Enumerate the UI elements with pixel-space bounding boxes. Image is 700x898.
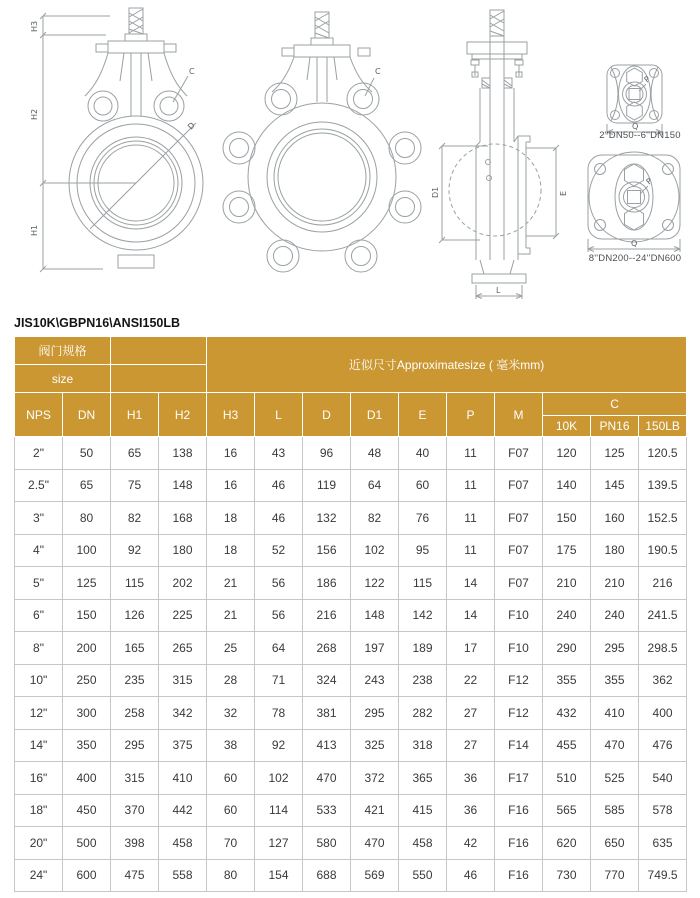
table-cell: 96 bbox=[303, 437, 351, 470]
table-cell: 350 bbox=[63, 729, 111, 762]
table-cell: 60 bbox=[207, 762, 255, 795]
table-cell: 180 bbox=[159, 534, 207, 567]
table-cell: 197 bbox=[351, 632, 399, 665]
table-cell: 11 bbox=[447, 534, 495, 567]
table-cell: 65 bbox=[111, 437, 159, 470]
table-cell: F14 bbox=[495, 729, 543, 762]
table-cell: 210 bbox=[591, 567, 639, 600]
table-cell: 620 bbox=[543, 827, 591, 860]
table-cell: F16 bbox=[495, 859, 543, 892]
table-cell: 565 bbox=[543, 794, 591, 827]
table-cell: 148 bbox=[351, 599, 399, 632]
table-cell: 82 bbox=[111, 502, 159, 535]
valve-body bbox=[69, 116, 203, 268]
table-cell: 78 bbox=[255, 697, 303, 730]
table-cell: F07 bbox=[495, 567, 543, 600]
table-cell: 458 bbox=[399, 827, 447, 860]
stem-pin bbox=[487, 176, 492, 181]
table-row bbox=[15, 567, 687, 600]
table-cell: 160 bbox=[591, 502, 639, 535]
table-cell: 17 bbox=[447, 632, 495, 665]
table-cell: 372 bbox=[351, 762, 399, 795]
table-cell: 415 bbox=[399, 794, 447, 827]
table-cell: 71 bbox=[255, 664, 303, 697]
table-cell: 50 bbox=[63, 437, 111, 470]
header-spec-en: size bbox=[15, 365, 111, 393]
body-profile bbox=[472, 88, 530, 283]
table-row bbox=[15, 729, 687, 762]
table-cell: 235 bbox=[111, 664, 159, 697]
valve-neck bbox=[85, 53, 187, 116]
table-row bbox=[15, 599, 687, 632]
pad-plate bbox=[607, 65, 662, 123]
table-cell: F16 bbox=[495, 827, 543, 860]
col-header-m: M bbox=[495, 393, 543, 437]
table-cell: 52 bbox=[255, 534, 303, 567]
table-cell: 126 bbox=[111, 599, 159, 632]
square-drive-hole bbox=[628, 191, 641, 204]
table-cell: 688 bbox=[303, 859, 351, 892]
table-cell: 240 bbox=[591, 599, 639, 632]
table-row bbox=[15, 664, 687, 697]
table-header bbox=[15, 337, 687, 437]
table-cell: 22 bbox=[447, 664, 495, 697]
top-mounting-plate bbox=[96, 41, 176, 53]
table-cell: 525 bbox=[591, 762, 639, 795]
table-cell: 375 bbox=[159, 729, 207, 762]
table-cell: 21 bbox=[207, 567, 255, 600]
table-cell: 300 bbox=[63, 697, 111, 730]
table-cell: 120 bbox=[543, 437, 591, 470]
table-cell: 24" bbox=[15, 859, 63, 892]
table-cell: 38 bbox=[207, 729, 255, 762]
table-cell: 70 bbox=[207, 827, 255, 860]
valve-stem bbox=[490, 10, 504, 260]
table-row bbox=[15, 632, 687, 665]
table-cell: 730 bbox=[543, 859, 591, 892]
table-cell: 295 bbox=[351, 697, 399, 730]
table-cell: 36 bbox=[447, 794, 495, 827]
table-cell: 432 bbox=[543, 697, 591, 730]
table-cell: 14 bbox=[447, 599, 495, 632]
table-cell: 11 bbox=[447, 437, 495, 470]
table-cell: 240 bbox=[543, 599, 591, 632]
table-cell: 398 bbox=[111, 827, 159, 860]
table-cell: 102 bbox=[351, 534, 399, 567]
table-cell: 95 bbox=[399, 534, 447, 567]
top-mounting-plate bbox=[282, 45, 370, 57]
table-cell: F07 bbox=[495, 534, 543, 567]
table-cell: 325 bbox=[351, 729, 399, 762]
table-cell: 64 bbox=[351, 469, 399, 502]
table-cell: 533 bbox=[303, 794, 351, 827]
dim-label-e: E bbox=[559, 190, 568, 196]
table-cell: 11 bbox=[447, 502, 495, 535]
table-row bbox=[15, 502, 687, 535]
table-cell: 125 bbox=[591, 437, 639, 470]
table-cell: 175 bbox=[543, 534, 591, 567]
table-cell: 476 bbox=[639, 729, 687, 762]
table-cell: 138 bbox=[159, 437, 207, 470]
table-cell: F07 bbox=[495, 469, 543, 502]
iso-pad-small-caption: 2''DN50--6''DN150 bbox=[599, 130, 681, 141]
corner-bolt-holes bbox=[595, 164, 674, 231]
col-header-h3: H3 bbox=[207, 393, 255, 437]
square-drive-hole bbox=[629, 89, 640, 100]
table-cell: 165 bbox=[111, 632, 159, 665]
table-cell: 80 bbox=[207, 859, 255, 892]
table-cell: 450 bbox=[63, 794, 111, 827]
table-cell: 189 bbox=[399, 632, 447, 665]
table-cell: 82 bbox=[351, 502, 399, 535]
table-cell: 578 bbox=[639, 794, 687, 827]
table-cell: 470 bbox=[351, 827, 399, 860]
col-header-d1: D1 bbox=[351, 393, 399, 437]
iso-pad-large-caption: 8''DN200--24''DN600 bbox=[588, 253, 682, 264]
table-cell: 216 bbox=[639, 567, 687, 600]
col-header-c-10k: 10K bbox=[543, 416, 591, 437]
center-circle-inner bbox=[624, 187, 645, 208]
table-cell: 295 bbox=[591, 632, 639, 665]
col-header-c-pn16: PN16 bbox=[591, 416, 639, 437]
table-cell: 18 bbox=[207, 502, 255, 535]
table-cell: 315 bbox=[159, 664, 207, 697]
table-cell: 458 bbox=[159, 827, 207, 860]
table-cell: 2.5" bbox=[15, 469, 63, 502]
table-cell: 115 bbox=[111, 567, 159, 600]
table-cell: 8" bbox=[15, 632, 63, 665]
table-cell: 60 bbox=[207, 794, 255, 827]
table-cell: 585 bbox=[591, 794, 639, 827]
table-row bbox=[15, 534, 687, 567]
dim-label-h2: H2 bbox=[30, 108, 39, 120]
table-cell: 11 bbox=[447, 469, 495, 502]
col-header-d: D bbox=[303, 393, 351, 437]
table-cell: 21 bbox=[207, 599, 255, 632]
table-cell: 295 bbox=[111, 729, 159, 762]
table-cell: F07 bbox=[495, 502, 543, 535]
table-cell: 10" bbox=[15, 664, 63, 697]
table-cell: 421 bbox=[351, 794, 399, 827]
hex-boss-bottom bbox=[625, 208, 644, 230]
iso-pad-large-drawing bbox=[578, 150, 690, 254]
table-cell: 365 bbox=[399, 762, 447, 795]
table-body bbox=[15, 437, 687, 892]
table-cell: 14" bbox=[15, 729, 63, 762]
table-cell: 569 bbox=[351, 859, 399, 892]
table-cell: 241.5 bbox=[639, 599, 687, 632]
table-cell: 190.5 bbox=[639, 534, 687, 567]
col-header-dn: DN bbox=[63, 393, 111, 437]
table-cell: 265 bbox=[159, 632, 207, 665]
table-cell: 76 bbox=[399, 502, 447, 535]
table-cell: 475 bbox=[111, 859, 159, 892]
table-cell: 18" bbox=[15, 794, 63, 827]
table-cell: 40 bbox=[399, 437, 447, 470]
table-cell: 298.5 bbox=[639, 632, 687, 665]
table-cell: 145 bbox=[591, 469, 639, 502]
table-cell: 148 bbox=[159, 469, 207, 502]
table-cell: 442 bbox=[159, 794, 207, 827]
table-cell: 27 bbox=[447, 729, 495, 762]
col-header-h1: H1 bbox=[111, 393, 159, 437]
dim-label-c: C bbox=[375, 67, 381, 76]
table-cell: 3" bbox=[15, 502, 63, 535]
header-approx-size: 近似尺寸Approximatesize ( 毫米mm) bbox=[207, 337, 687, 393]
header-empty-cell bbox=[111, 365, 207, 393]
table-cell: 558 bbox=[159, 859, 207, 892]
table-row bbox=[15, 469, 687, 502]
table-cell: 749.5 bbox=[639, 859, 687, 892]
table-cell: 410 bbox=[159, 762, 207, 795]
table-cell: 650 bbox=[591, 827, 639, 860]
table-cell: 6" bbox=[15, 599, 63, 632]
table-cell: 14 bbox=[447, 567, 495, 600]
table-cell: 65 bbox=[63, 469, 111, 502]
table-cell: 75 bbox=[111, 469, 159, 502]
table-cell: 550 bbox=[399, 859, 447, 892]
table-cell: 290 bbox=[543, 632, 591, 665]
table-cell: 238 bbox=[399, 664, 447, 697]
table-cell: 42 bbox=[447, 827, 495, 860]
col-header-c-150lb: 150LB bbox=[639, 416, 687, 437]
table-row bbox=[15, 762, 687, 795]
table-row bbox=[15, 794, 687, 827]
table-cell: 27 bbox=[447, 697, 495, 730]
table-cell: 139.5 bbox=[639, 469, 687, 502]
stem-packing bbox=[482, 78, 512, 88]
table-cell: 122 bbox=[351, 567, 399, 600]
table-cell: 180 bbox=[591, 534, 639, 567]
table-row bbox=[15, 437, 687, 470]
table-cell: 355 bbox=[543, 664, 591, 697]
table-cell: 600 bbox=[63, 859, 111, 892]
table-cell: 114 bbox=[255, 794, 303, 827]
table-cell: 92 bbox=[255, 729, 303, 762]
table-cell: F07 bbox=[495, 437, 543, 470]
table-cell: 202 bbox=[159, 567, 207, 600]
table-cell: 16" bbox=[15, 762, 63, 795]
table-title: JIS10K\GBPN16\ANSI150LB bbox=[14, 316, 181, 330]
table-cell: 64 bbox=[255, 632, 303, 665]
valve-stem bbox=[311, 12, 333, 45]
table-cell: 455 bbox=[543, 729, 591, 762]
table-cell: 25 bbox=[207, 632, 255, 665]
table-cell: 92 bbox=[111, 534, 159, 567]
table-cell: 60 bbox=[399, 469, 447, 502]
dim-label-d1: D1 bbox=[431, 186, 440, 198]
table-cell: 225 bbox=[159, 599, 207, 632]
col-header-e: E bbox=[399, 393, 447, 437]
pad-plate bbox=[588, 155, 680, 239]
table-cell: 36 bbox=[447, 762, 495, 795]
dim-label-c: C bbox=[189, 67, 195, 76]
table-cell: 150 bbox=[63, 599, 111, 632]
dim-label-q: Q bbox=[631, 239, 638, 248]
table-cell: 56 bbox=[255, 599, 303, 632]
table-cell: 400 bbox=[639, 697, 687, 730]
table-cell: F16 bbox=[495, 794, 543, 827]
table-cell: 315 bbox=[111, 762, 159, 795]
valve-neck bbox=[272, 57, 372, 102]
table-cell: 258 bbox=[111, 697, 159, 730]
table-cell: 28 bbox=[207, 664, 255, 697]
lug-valve-front-view-drawing bbox=[222, 8, 427, 280]
table-cell: 470 bbox=[591, 729, 639, 762]
table-cell: 156 bbox=[303, 534, 351, 567]
table-cell: 48 bbox=[351, 437, 399, 470]
col-header-p: P bbox=[447, 393, 495, 437]
table-cell: 125 bbox=[63, 567, 111, 600]
table-cell: 18 bbox=[207, 534, 255, 567]
col-header-l: L bbox=[255, 393, 303, 437]
hex-boss-top bbox=[625, 164, 644, 186]
table-cell: 282 bbox=[399, 697, 447, 730]
center-boss bbox=[615, 164, 653, 230]
table-cell: 381 bbox=[303, 697, 351, 730]
table-cell: F10 bbox=[495, 632, 543, 665]
table-cell: 413 bbox=[303, 729, 351, 762]
table-cell: 46 bbox=[447, 859, 495, 892]
table-cell: 200 bbox=[63, 632, 111, 665]
table-cell: 500 bbox=[63, 827, 111, 860]
table-cell: 46 bbox=[255, 469, 303, 502]
table-cell: 540 bbox=[639, 762, 687, 795]
table-cell: F12 bbox=[495, 664, 543, 697]
table-cell: 80 bbox=[63, 502, 111, 535]
table-cell: 216 bbox=[303, 599, 351, 632]
table-cell: 580 bbox=[303, 827, 351, 860]
table-cell: F17 bbox=[495, 762, 543, 795]
table-cell: 635 bbox=[639, 827, 687, 860]
table-cell: 324 bbox=[303, 664, 351, 697]
table-cell: 370 bbox=[111, 794, 159, 827]
table-cell: 115 bbox=[399, 567, 447, 600]
table-cell: F12 bbox=[495, 697, 543, 730]
valve-stem bbox=[125, 8, 147, 41]
table-cell: 318 bbox=[399, 729, 447, 762]
table-cell: 142 bbox=[399, 599, 447, 632]
table-cell: 243 bbox=[351, 664, 399, 697]
table-cell: 119 bbox=[303, 469, 351, 502]
table-cell: 470 bbox=[303, 762, 351, 795]
table-cell: 510 bbox=[543, 762, 591, 795]
header-empty-cell bbox=[111, 337, 207, 365]
table-row bbox=[15, 697, 687, 730]
table-cell: 12" bbox=[15, 697, 63, 730]
table-cell: 32 bbox=[207, 697, 255, 730]
table-cell: 2" bbox=[15, 437, 63, 470]
table-cell: 210 bbox=[543, 567, 591, 600]
table-row bbox=[15, 859, 687, 892]
table-cell: 4" bbox=[15, 534, 63, 567]
table-cell: 268 bbox=[303, 632, 351, 665]
dimension-lines bbox=[439, 143, 559, 299]
table-cell: 100 bbox=[63, 534, 111, 567]
table-cell: 355 bbox=[591, 664, 639, 697]
table-cell: 140 bbox=[543, 469, 591, 502]
table-cell: 43 bbox=[255, 437, 303, 470]
dim-label-d: D bbox=[186, 120, 197, 132]
table-cell: 154 bbox=[255, 859, 303, 892]
table-cell: 16 bbox=[207, 469, 255, 502]
table-cell: 186 bbox=[303, 567, 351, 600]
col-header-h2: H2 bbox=[159, 393, 207, 437]
table-cell: 120.5 bbox=[639, 437, 687, 470]
table-cell: 132 bbox=[303, 502, 351, 535]
table-cell: 56 bbox=[255, 567, 303, 600]
table-cell: 362 bbox=[639, 664, 687, 697]
table-cell: 150 bbox=[543, 502, 591, 535]
table-cell: 152.5 bbox=[639, 502, 687, 535]
wafer-valve-front-view-drawing bbox=[28, 6, 223, 294]
table-cell: 770 bbox=[591, 859, 639, 892]
table-cell: 102 bbox=[255, 762, 303, 795]
table-cell: 168 bbox=[159, 502, 207, 535]
table-cell: 127 bbox=[255, 827, 303, 860]
dim-label-p: P bbox=[644, 176, 654, 187]
valve-body bbox=[248, 103, 396, 251]
side-section-view-drawing bbox=[430, 4, 570, 302]
iso-pad-small-drawing bbox=[590, 52, 690, 138]
col-header-nps: NPS bbox=[15, 393, 63, 437]
table-cell: 46 bbox=[255, 502, 303, 535]
dim-label-p: P bbox=[642, 74, 652, 85]
dimension-lines bbox=[40, 13, 136, 272]
col-header-c-group: C bbox=[543, 393, 687, 416]
disc-dashed-circle bbox=[449, 144, 541, 236]
table-cell: 16 bbox=[207, 437, 255, 470]
table-cell: 400 bbox=[63, 762, 111, 795]
table-cell: 410 bbox=[591, 697, 639, 730]
body-circle bbox=[589, 152, 679, 242]
bolt-lugs bbox=[223, 83, 421, 272]
table-cell: 250 bbox=[63, 664, 111, 697]
table-row bbox=[15, 827, 687, 860]
table-cell: 5" bbox=[15, 567, 63, 600]
dim-label-q: Q bbox=[632, 122, 639, 131]
table-cell: F10 bbox=[495, 599, 543, 632]
dim-label-h3: H3 bbox=[30, 20, 39, 32]
dim-label-l: L bbox=[496, 286, 501, 295]
top-mounting-plate bbox=[467, 42, 527, 77]
dimensions-table bbox=[14, 336, 687, 892]
dim-label-h1: H1 bbox=[30, 224, 39, 236]
table-cell: 20" bbox=[15, 827, 63, 860]
header-spec-cn: 阀门规格 bbox=[15, 337, 111, 365]
table-cell: 342 bbox=[159, 697, 207, 730]
